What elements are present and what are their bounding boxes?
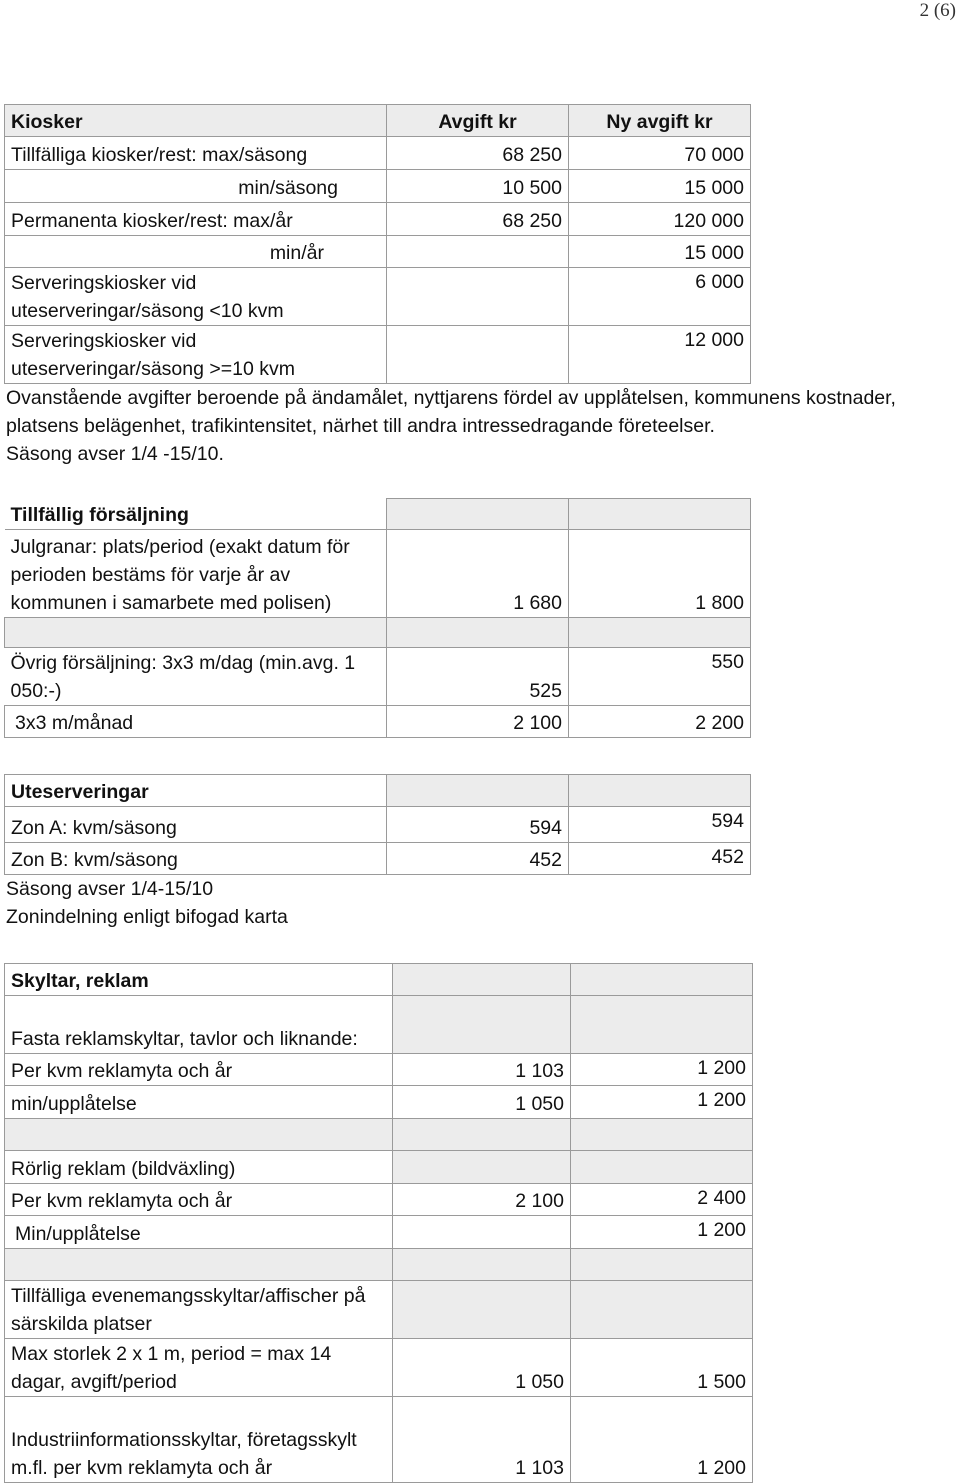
old-fee: 68 250 — [387, 203, 569, 236]
uteserveringar-season: Säsong avser 1/4-15/10 — [6, 878, 214, 900]
skyltar-title: Skyltar, reklam — [5, 964, 393, 996]
skyltar-table — [4, 963, 753, 1483]
empty-cell — [5, 618, 387, 648]
old-fee: 2 100 — [393, 1184, 571, 1216]
empty-cell — [393, 964, 571, 996]
old-fee: 525 — [387, 648, 569, 706]
row-label: Zon A: kvm/säsong — [5, 807, 387, 843]
row-label: Tillfälliga kiosker/rest: max/säsong — [5, 137, 387, 170]
empty-cell — [569, 618, 751, 648]
table-row — [5, 268, 751, 326]
old-fee: 594 — [387, 807, 569, 843]
old-fee — [387, 236, 569, 268]
empty-cell — [387, 775, 569, 807]
row-label: Per kvm reklamyta och år — [5, 1054, 393, 1086]
empty-cell — [569, 499, 751, 530]
empty-cell — [569, 775, 751, 807]
col-header-old-fee: Avgift kr — [387, 105, 569, 137]
old-fee: 1 050 — [393, 1086, 571, 1119]
empty-cell — [571, 964, 753, 996]
table-row — [5, 1086, 753, 1119]
row-label: 3x3 m/månad — [5, 706, 387, 738]
new-fee: 6 000 — [569, 268, 751, 326]
new-fee: 1 800 — [569, 530, 751, 618]
old-fee: 1 050 — [393, 1339, 571, 1397]
empty-cell — [387, 618, 569, 648]
table-row — [5, 1339, 753, 1397]
table-row — [5, 807, 751, 843]
old-fee: 68 250 — [387, 137, 569, 170]
table-row — [5, 170, 751, 203]
old-fee: 452 — [387, 843, 569, 875]
new-fee: 594 — [569, 807, 751, 843]
empty-cell — [387, 499, 569, 530]
evenemang-label: Tillfälliga evenemangsskyltar/affischer på särskilda platser — [5, 1281, 393, 1339]
new-fee: 70 000 — [569, 137, 751, 170]
uteserveringar-title: Uteserveringar — [5, 775, 387, 807]
table-row — [5, 1397, 753, 1483]
new-fee: 1 500 — [571, 1339, 753, 1397]
row-label: Julgranar: plats/period (exakt datum för perioden bestäms för varje år av kommunen i samarbete med polisen) — [5, 530, 387, 618]
row-label: Zon B: kvm/säsong — [5, 843, 387, 875]
table-row — [5, 530, 751, 618]
empty-cell — [571, 1119, 753, 1151]
fasta-label: Fasta reklamskyltar, tavlor och liknande: — [5, 996, 393, 1054]
row-label: min/upplåtelse — [5, 1086, 393, 1119]
table-row — [5, 706, 751, 738]
new-fee: 1 200 — [571, 1216, 753, 1249]
empty-cell — [393, 1249, 571, 1281]
empty-cell — [393, 1281, 571, 1339]
table-row — [5, 236, 751, 268]
old-fee: 10 500 — [387, 170, 569, 203]
row-label: Max storlek 2 x 1 m, period = max 14 dagar, avgift/period — [5, 1339, 393, 1397]
old-fee: 2 100 — [387, 706, 569, 738]
empty-cell — [5, 1119, 393, 1151]
kiosker-note: Ovanstående avgifter beroende på ändamålet, nyttjarens fördel av upplåtelsen, kommunens kostnader, platsens belägenhet, trafikintensitet, närhet till andra intressedragande företeelser. — [6, 387, 896, 437]
tillfallig-table — [4, 498, 751, 738]
new-fee: 2 200 — [569, 706, 751, 738]
row-label: Per kvm reklamyta och år — [5, 1184, 393, 1216]
row-label: Permanenta kiosker/rest: max/år — [5, 203, 387, 236]
empty-cell — [571, 1151, 753, 1184]
empty-cell — [571, 996, 753, 1054]
uteserveringar-table — [4, 774, 751, 875]
empty-cell — [393, 996, 571, 1054]
new-fee: 1 200 — [571, 1086, 753, 1119]
kiosker-season: Säsong avser 1/4 -15/10. — [6, 443, 224, 465]
row-label: Övrig försäljning: 3x3 m/dag (min.avg. 1 050:-) — [5, 648, 387, 706]
empty-cell — [393, 1151, 571, 1184]
old-fee: 1 103 — [393, 1397, 571, 1483]
row-label: Serveringskiosker vid uteserveringar/säsong <10 kvm — [5, 268, 387, 326]
table-row — [5, 203, 751, 236]
new-fee: 2 400 — [571, 1184, 753, 1216]
table-row — [5, 648, 751, 706]
old-fee — [387, 268, 569, 326]
table-row — [5, 1054, 753, 1086]
new-fee: 15 000 — [569, 170, 751, 203]
empty-cell — [571, 1281, 753, 1339]
table-row — [5, 326, 751, 384]
row-label: min/säsong — [5, 170, 387, 203]
rorlig-label: Rörlig reklam (bildväxling) — [5, 1151, 393, 1184]
page-number: 2 (6) — [919, 0, 956, 21]
kiosker-title: Kiosker — [5, 105, 387, 137]
table-row — [5, 137, 751, 170]
table-row — [5, 843, 751, 875]
old-fee: 1 680 — [387, 530, 569, 618]
new-fee: 452 — [569, 843, 751, 875]
col-header-new-fee: Ny avgift kr — [569, 105, 751, 137]
new-fee: 1 200 — [571, 1397, 753, 1483]
new-fee: 550 — [569, 648, 751, 706]
fee-document — [4, 104, 896, 1483]
empty-cell — [5, 1249, 393, 1281]
table-row — [5, 1184, 753, 1216]
empty-cell — [393, 1119, 571, 1151]
table-row — [5, 1216, 753, 1249]
new-fee: 12 000 — [569, 326, 751, 384]
old-fee — [387, 326, 569, 384]
old-fee — [393, 1216, 571, 1249]
tillfallig-title: Tillfällig försäljning — [10, 504, 189, 526]
new-fee: 1 200 — [571, 1054, 753, 1086]
old-fee: 1 103 — [393, 1054, 571, 1086]
new-fee: 120 000 — [569, 203, 751, 236]
row-label: Min/upplåtelse — [5, 1216, 393, 1249]
row-label: Industriinformationsskyltar, företagsskylt m.fl. per kvm reklamyta och år — [5, 1397, 393, 1483]
uteserveringar-zoning: Zonindelning enligt bifogad karta — [6, 906, 288, 928]
empty-cell — [571, 1249, 753, 1281]
new-fee: 15 000 — [569, 236, 751, 268]
row-label: Serveringskiosker vid uteserveringar/säsong >=10 kvm — [5, 326, 387, 384]
row-label: min/år — [5, 236, 387, 268]
kiosker-table — [4, 104, 751, 384]
